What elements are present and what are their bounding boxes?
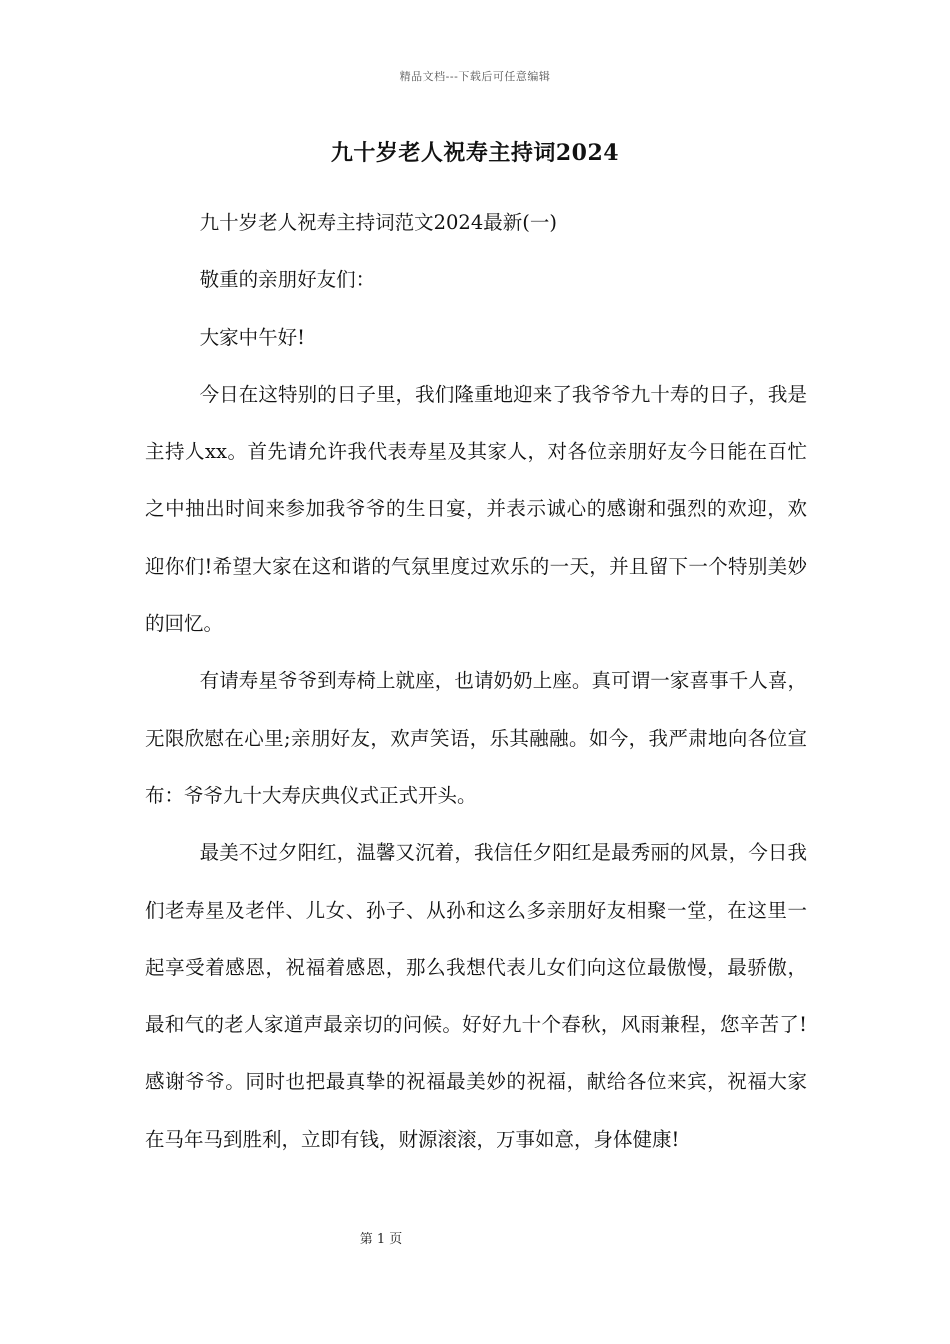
subtitle-paragraph: 九十岁老人祝寿主持词范文2024最新(一) [199,211,557,234]
body-paragraph: 今日在这特别的日子里，我们隆重地迎来了我爷爷九十寿的日子，我是主持人xx。首先请允许我代表寿星及其家人，对各位亲朋好友今日能在百忙之中抽出时间来参加我爷爷的生日宴，并表示诚心的感谢和强烈的欢迎，欢迎你们!希望大家在这和谐的气氛里度过欢乐的一天，并且留下一个特别美妙的回忆。 [145,382,807,636]
body-paragraph: 有请寿星爷爷到寿椅上就座，也请奶奶上座。真可谓一家喜事千人喜，无限欣慰在心里;亲朋好友，欢声笑语，乐其融融。如今，我严肃地向各位宣布：爷爷九十大寿庆典仪式正式开头。 [145,669,807,807]
salutation-paragraph: 敬重的亲朋好友们： [199,268,376,292]
document-header-note: 精品文档---下载后可任意编辑 [399,70,551,83]
document-body [145,194,807,1168]
body-paragraph: 最美不过夕阳红，温馨又沉着，我信任夕阳红是最秀丽的风景，今日我们老寿星及老伴、儿女、孙子、从孙和这么多亲朋好友相聚一堂，在这里一起享受着感恩，祝福着感恩，那么我想代表儿女们向这位最傲慢，最骄傲，最和气的老人家道声最亲切的问候。好好九十个春秋，风雨兼程，您辛苦了!感谢爷爷。同时也把最真挚的祝福最美妙的祝福，献给各位来宾，祝福大家在马年马到胜利，立即有钱，财源滚滚，万事如意，身体健康! [145,841,807,1151]
page-number: 第 1 页 [359,1232,403,1247]
document-title: 九十岁老人祝寿主持词2024 [330,140,620,166]
greeting-paragraph: 大家中午好! [199,325,305,349]
